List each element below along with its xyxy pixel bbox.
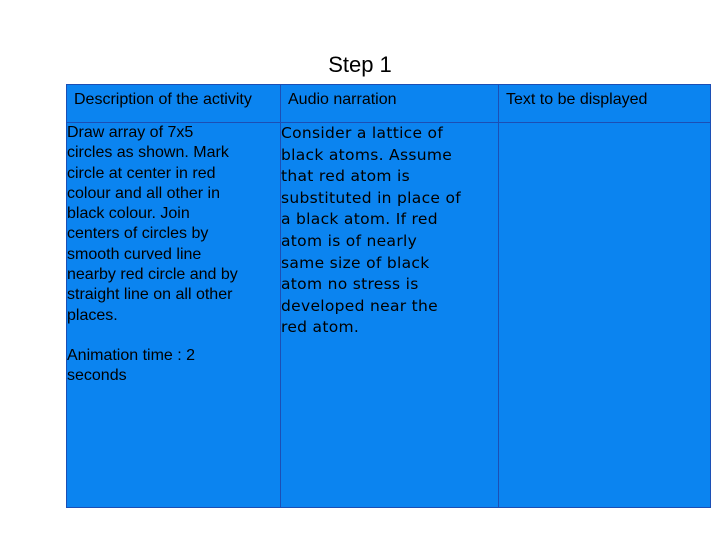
table-row [67, 123, 711, 508]
header-description: Description of the activity [67, 85, 281, 123]
header-audio-narration: Audio narration [281, 85, 499, 123]
audio-narration-text: Consider a lattice of black atoms. Assume that red atom is substituted in place of a black atom. If red atom is of nearly same size of black atom no stress is developed near the red atom. [281, 124, 462, 337]
storyboard-table [66, 84, 711, 508]
header-text-to-display: Text to be displayed [499, 85, 711, 123]
activity-description: Draw array of 7x5 circles as shown. Mark circle at center in red colour and all other in black colour. Join centers of circles by smooth curved line nearby red circle and by straight line on all other places. [67, 124, 238, 324]
text-to-display-cell [499, 123, 711, 508]
table-header-row [67, 85, 711, 123]
slide-title: Step 1 [328, 52, 392, 77]
animation-time: Animation time : 2 seconds [67, 346, 196, 385]
audio-narration-cell [281, 123, 499, 508]
description-cell [67, 123, 281, 508]
